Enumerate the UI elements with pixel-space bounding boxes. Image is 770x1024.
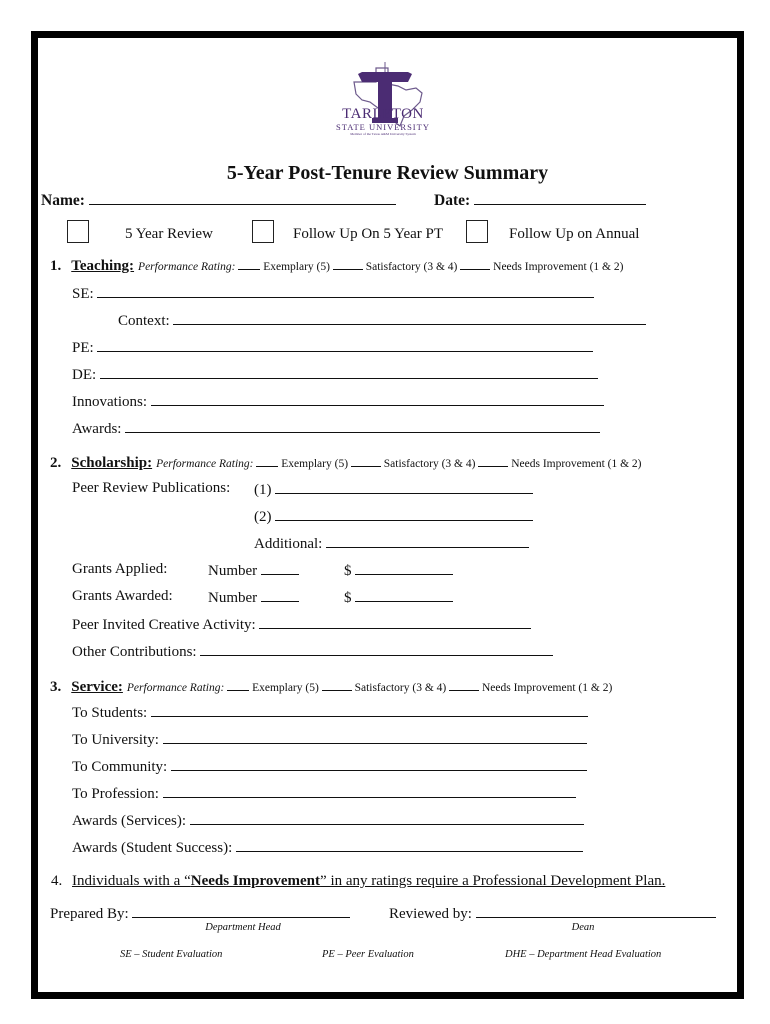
university-sub: STATE UNIVERSITY: [336, 122, 430, 132]
grants-awarded-amount-row: [344, 588, 453, 607]
awards-services-row: [72, 811, 584, 830]
awards-student-success-field[interactable]: [236, 838, 583, 852]
dean-caption: Dean: [571, 922, 595, 933]
peer-review-label: Peer Review Publications:: [72, 480, 231, 496]
needs-improvement-blank[interactable]: [460, 259, 490, 270]
pub2-label: (2): [254, 509, 272, 525]
grants-awarded-number-row: [208, 588, 299, 607]
dollar-label: $: [344, 590, 352, 606]
service-header: [50, 678, 612, 696]
satisfactory-label: Satisfactory (3 & 4): [354, 682, 447, 694]
exemplary-label: Exemplary (5): [252, 682, 319, 694]
reviewed-by-row: [389, 904, 716, 923]
pe-label: PE:: [72, 340, 94, 356]
development-plan-note: [51, 873, 665, 890]
note-pre: Individuals with a “: [72, 873, 191, 889]
grants-applied-amount-field[interactable]: [355, 561, 453, 575]
pub1-row: [254, 480, 533, 499]
needs-improvement-label: Needs Improvement (1 & 2): [481, 682, 613, 694]
university-name: TARLETON: [342, 106, 424, 122]
awards-services-label: Awards (Services):: [72, 813, 187, 829]
name-label: Name:: [41, 192, 85, 209]
to-students-label: To Students:: [72, 705, 148, 721]
to-profession-field[interactable]: [163, 784, 576, 798]
grants-applied-number-field[interactable]: [261, 561, 299, 575]
follow-up-5yr-checkbox[interactable]: [252, 220, 274, 243]
pub1-label: (1): [254, 482, 272, 498]
awards-student-success-row: [72, 838, 583, 857]
grants-awarded-label: Grants Awarded:: [72, 588, 173, 604]
prepared-by-label: Prepared By:: [50, 906, 129, 922]
document-page: [31, 31, 744, 999]
teaching-se-row: [72, 284, 594, 303]
to-community-row: [72, 757, 587, 776]
teaching-pe-row: [72, 338, 593, 357]
scholarship-title: Scholarship:: [71, 455, 153, 471]
grants-awarded-number-field[interactable]: [261, 588, 299, 602]
exemplary-blank[interactable]: [227, 680, 249, 691]
five-year-review-checkbox[interactable]: [67, 220, 89, 243]
note-text: [72, 873, 665, 889]
note-bold: Needs Improvement: [190, 873, 321, 889]
innovations-field[interactable]: [151, 392, 604, 406]
additional-row: [254, 534, 529, 553]
grants-applied-number-row: [208, 561, 299, 580]
teaching-de-row: [72, 365, 598, 384]
teaching-awards-label: Awards:: [72, 421, 122, 437]
page-title: 5-Year Post-Tenure Review Summary: [226, 162, 549, 184]
scholarship-number: 2.: [50, 455, 62, 471]
satisfactory-blank[interactable]: [322, 680, 352, 691]
to-profession-label: To Profession:: [72, 786, 159, 802]
number-label: Number: [208, 590, 258, 606]
to-students-field[interactable]: [151, 703, 588, 717]
footer-pe: PE – Peer Evaluation: [322, 949, 414, 960]
se-field[interactable]: [97, 284, 594, 298]
footer-se: SE – Student Evaluation: [120, 949, 223, 960]
date-label: Date:: [434, 192, 471, 209]
exemplary-label: Exemplary (5): [263, 261, 330, 273]
pub2-row: [254, 507, 533, 526]
context-label: Context:: [118, 313, 170, 329]
additional-field[interactable]: [326, 534, 529, 548]
de-field[interactable]: [100, 365, 598, 379]
satisfactory-label: Satisfactory (3 & 4): [383, 458, 476, 470]
innovations-label: Innovations:: [72, 394, 147, 410]
department-head-caption: Department Head: [205, 922, 281, 933]
teaching-number: 1.: [50, 258, 62, 274]
footer-dhe: DHE – Department Head Evaluation: [505, 949, 662, 960]
grants-applied-amount-row: [344, 561, 453, 580]
satisfactory-blank[interactable]: [351, 456, 381, 467]
to-community-label: To Community:: [72, 759, 168, 775]
university-tagline: Member of the Texas A&M University System: [350, 132, 416, 136]
to-community-field[interactable]: [171, 757, 587, 771]
peer-invited-field[interactable]: [259, 615, 531, 629]
reviewed-by-field[interactable]: [476, 904, 716, 918]
teaching-awards-row: [72, 419, 600, 438]
exemplary-blank[interactable]: [238, 259, 260, 270]
to-university-label: To University:: [72, 732, 159, 748]
grants-awarded-amount-field[interactable]: [355, 588, 453, 602]
peer-invited-row: [72, 615, 531, 634]
name-field[interactable]: [89, 191, 396, 205]
awards-services-field[interactable]: [190, 811, 584, 825]
exemplary-blank[interactable]: [256, 456, 278, 467]
teaching-context-row: [118, 311, 646, 330]
scholarship-rating: [156, 458, 641, 470]
needs-improvement-label: Needs Improvement (1 & 2): [493, 261, 624, 273]
number-label: Number: [208, 563, 258, 579]
prepared-by-row: [50, 904, 350, 923]
service-title: Service:: [71, 679, 123, 695]
peer-invited-label: Peer Invited Creative Activity:: [72, 617, 256, 633]
prepared-by-field[interactable]: [132, 904, 350, 918]
other-contributions-row: [72, 642, 553, 661]
pub1-field[interactable]: [275, 480, 533, 494]
scholarship-header: [50, 454, 642, 472]
satisfactory-blank[interactable]: [333, 259, 363, 270]
date-field[interactable]: [474, 191, 646, 205]
needs-improvement-blank[interactable]: [449, 680, 479, 691]
reviewed-by-label: Reviewed by:: [389, 906, 472, 922]
needs-improvement-label: Needs Improvement (1 & 2): [511, 458, 642, 470]
service-number: 3.: [50, 679, 62, 695]
date-row: [434, 191, 646, 210]
to-students-row: [72, 703, 588, 722]
teaching-rating: [138, 261, 623, 273]
rating-label: Performance Rating:: [126, 682, 225, 694]
follow-up-annual-checkbox[interactable]: [466, 220, 488, 243]
satisfactory-label: Satisfactory (3 & 4): [365, 261, 458, 273]
follow-up-annual-label: Follow Up on Annual: [509, 226, 640, 242]
exemplary-label: Exemplary (5): [281, 458, 349, 470]
rating-label: Performance Rating:: [138, 261, 236, 273]
teaching-awards-field[interactable]: [125, 419, 600, 433]
se-label: SE:: [72, 286, 94, 302]
service-rating: [127, 682, 612, 694]
teaching-header: [50, 257, 623, 275]
dollar-label: $: [344, 563, 352, 579]
rating-label: Performance Rating:: [156, 458, 254, 470]
teaching-innovations-row: [72, 392, 604, 411]
teaching-title: Teaching:: [71, 258, 135, 274]
note-number: 4.: [51, 873, 63, 889]
to-profession-row: [72, 784, 576, 803]
de-label: DE:: [72, 367, 97, 383]
awards-student-success-label: Awards (Student Success):: [72, 840, 233, 856]
grants-applied-label: Grants Applied:: [72, 561, 168, 577]
context-field[interactable]: [173, 311, 646, 325]
pub2-field[interactable]: [275, 507, 533, 521]
other-contributions-field[interactable]: [200, 642, 553, 656]
follow-up-5yr-label: Follow Up On 5 Year PT: [293, 226, 444, 242]
name-row: [41, 191, 396, 210]
other-contributions-label: Other Contributions:: [72, 644, 197, 660]
note-post: ” in any ratings require a Professional Development Plan.: [320, 873, 666, 889]
needs-improvement-blank[interactable]: [478, 456, 508, 467]
five-year-review-label: 5 Year Review: [125, 226, 213, 242]
additional-label: Additional:: [254, 536, 323, 552]
to-university-field[interactable]: [163, 730, 587, 744]
pe-field[interactable]: [97, 338, 593, 352]
to-university-row: [72, 730, 587, 749]
